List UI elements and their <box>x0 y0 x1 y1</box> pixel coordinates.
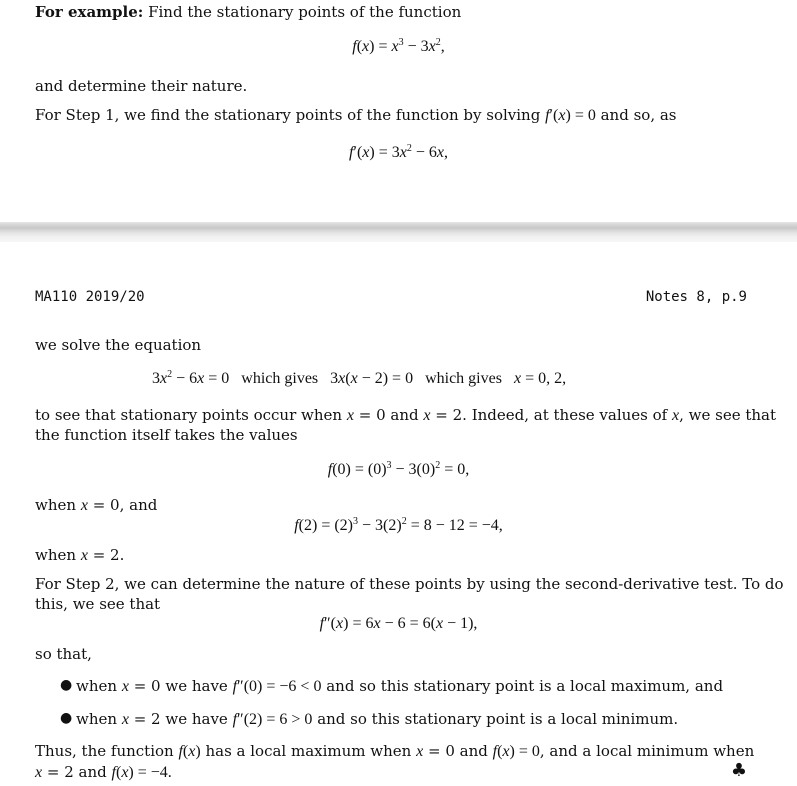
when-word-2: when <box>35 546 77 564</box>
step1-text: For Step 1, we find the stationary points of the function by solving <box>35 106 541 124</box>
derivative-equation: $f'(x) = 3x^2 - 6x$, <box>349 143 448 161</box>
which-gives-2: which gives <box>425 370 502 387</box>
step1-line: For Step 1, we find the stationary points of the function by solving f′(x) = 0 and so, as <box>35 106 677 124</box>
and-local-min: , and a local minimum when <box>539 742 755 760</box>
f2-equation: $f(2) = (2)^3 - 3(2)^2 = 8 - 12 = -4$, <box>294 516 503 534</box>
and-word-3: and <box>78 763 107 781</box>
bullet2-when: when <box>76 710 118 728</box>
example-label: For example: <box>35 3 144 21</box>
course-header: MA110 2019/20 <box>35 289 145 305</box>
bullet2-mid: we have <box>165 710 228 728</box>
when-x0: when x = 0, and <box>35 496 158 514</box>
bullet2-end: and so this stationary point is a local minimum. <box>317 710 679 728</box>
and-word-2: and <box>459 742 488 760</box>
f0-equation: $f(0) = (0)^3 - 3(0)^2 = 0$, <box>327 460 470 478</box>
and-word: and <box>390 406 419 424</box>
which-gives-1: which gives <box>241 370 319 387</box>
thus-line: Thus, the function f(x) has a local maximum when x = 0 and f(x) = 0, and a local minimum when <box>35 742 755 760</box>
end-of-proof-club-icon: ♣ <box>730 760 747 781</box>
has-local-max: has a local maximum when <box>205 742 412 760</box>
thus-text: Thus, the function <box>35 742 174 760</box>
when-word: when <box>35 496 77 514</box>
step2-text: For Step 2, we can determine the nature of these points by using the second-derivative test. To do <box>35 575 784 593</box>
this-text: this, we see that <box>35 595 161 613</box>
example-line <box>35 2 461 22</box>
solve-text: we solve the equation <box>35 336 202 354</box>
page-reference: Notes 8, p.9 <box>645 289 747 305</box>
stationary-line: to see that stationary points occur when x = 0 and x = 2. Indeed, at these values of x, we see that <box>35 406 777 424</box>
bullet-item-1: when x = 0 we have f″(0) = −6 < 0 and so this stationary point is a local maximum, and <box>76 677 724 695</box>
function-values-text: the function itself takes the values <box>35 426 298 444</box>
indeed-text: Indeed, at these values of <box>471 406 668 424</box>
we-see-that: , we see that <box>679 406 777 424</box>
bullet-item-2: when x = 2 we have f″(2) = 6 > 0 and so this stationary point is a local minimum. <box>76 710 679 728</box>
bullet1-end: and so this stationary point is a local maximum, and <box>326 677 724 695</box>
page-divider <box>0 222 797 242</box>
example-text: Find the stationary points of the function <box>148 3 462 21</box>
stationary-intro: to see that stationary points occur when <box>35 406 343 424</box>
bullet1-mid: we have <box>165 677 228 695</box>
bullet-dot-1: ● <box>60 677 73 693</box>
solve-equation: $3x^2 - 6x = 0$ which gives 3x(x − 2) = 0 which gives x = 0, 2, <box>152 369 567 387</box>
thus-line-2: x = 2 and f(x) = −4. <box>35 763 172 781</box>
bullet-dot-2: ● <box>60 710 73 726</box>
nature-text: and determine their nature. <box>35 77 248 95</box>
when-x2: when x = 2. <box>35 546 125 564</box>
so-that: so that, <box>35 645 92 663</box>
bullet1-when: when <box>76 677 118 695</box>
second-derivative-equation: f″(x) = 6x − 6 = 6(x − 1), <box>319 615 478 632</box>
function-equation: $f(x) = x^3 - 3x^2$, <box>352 37 445 55</box>
